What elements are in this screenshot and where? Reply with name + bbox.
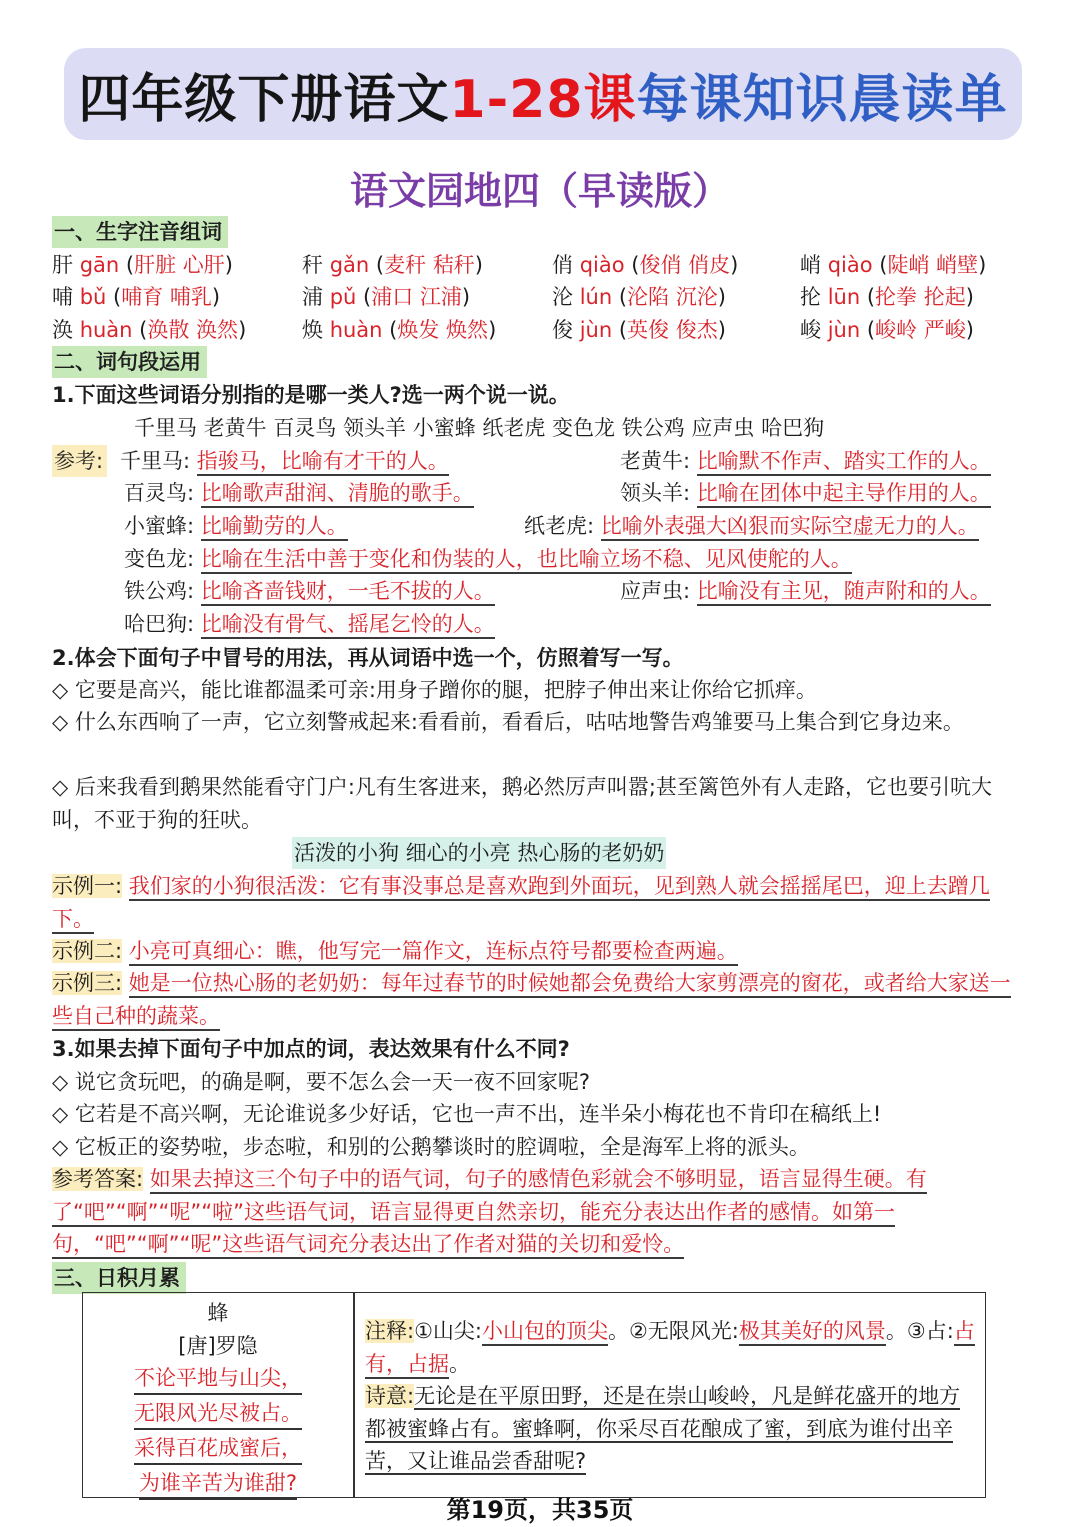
page-subtitle: 语文园地四（早读版） [349,169,730,213]
page-number: 第19页，共35页 [446,1496,634,1524]
pinyin-entry: 焕 huàn (焕发 焕然) [302,318,497,342]
word-list: 千里马 老黄牛 百灵鸟 领头羊 小蜜蜂 纸老虎 变色龙 铁公鸡 应声虫 哈巴狗 [134,416,825,440]
answer-lingtouyang: 领头羊: 比喻在团体中起主导作用的人。 [620,477,991,509]
poem-line: 不论平地与山尖， [134,1363,302,1395]
answer-bailingniao: 百灵鸟: 比喻歌声甜润、清脆的歌手。 [124,477,474,509]
poem-title: 蜂 [207,1301,229,1325]
reference-label: 参考: [52,445,107,477]
answer-xiaomifeng: 小蜜蜂: 比喻勤劳的人。 [124,510,348,542]
question-2: 2.体会下面句子中冒号的用法，再从词语中选一个，仿照着写一写。 [52,646,684,670]
question-3: 3.如果去掉下面句子中加点的词，表达效果有什么不同? [52,1037,570,1061]
pinyin-entry: 浦 pǔ (浦口 江浦) [302,285,471,309]
example-3: 示例三: 她是一位热心肠的老奶奶：每年过春节的时候她都会免费给大家剪漂亮的窗花，或者给大家送一些自己种的蔬菜。 [52,967,1030,1032]
q3-reference-answer: 参考答案: 如果去掉这三个句子中的语气词，句子的感情色彩就会不够明显，语言显得生硬。有了“吧”“啊”“呢”“啦”这些语气词，语言显得更自然亲切，能充分表达出作者的感情。如第一句，“吧”“啊”“呢”这些语气词充分表达出了作者对猫的关切和爱怜。 [52,1163,1030,1261]
q3-sentence-1: ◇ 说它贪玩吧，的确是啊，要不怎么会一天一夜不回家呢? [52,1070,590,1094]
poem-line: 采得百花成蜜后， [134,1433,302,1465]
pinyin-entry: 俏 qiào (俊俏 俏皮) [552,253,739,277]
section-heading-1: 一、生字注音组词 [52,216,228,248]
pinyin-entry: 俊 jùn (英俊 俊杰) [552,318,726,342]
pinyin-entry: 峭 qiào (陡峭 峭壁) [800,253,987,277]
answer-bianselong: 变色龙: 比喻在生活中善于变化和伪装的人，也比喻立场不稳、见风使舵的人。 [124,543,852,575]
section-heading-3: 三、日积月累 [52,1262,186,1294]
poem-meaning: 无论是在平原田野，还是在崇山峻岭，凡是鲜花盛开的地方都被蜜蜂占有。蜜蜂啊，你采尽百花酿成了蜜，到底为谁付出辛苦，又让谁品尝香甜呢? [365,1384,961,1473]
pinyin-entry: 哺 bǔ (哺育 哺乳) [52,285,221,309]
meaning-label: 诗意: [365,1384,415,1408]
answer-yingshengchong: 应声虫: 比喻没有主见，随声附和的人。 [620,575,991,607]
answer-habagou: 哈巴狗: 比喻没有骨气、摇尾乞怜的人。 [124,608,495,640]
title-part-3: 每课知识晨读单 [636,69,1008,130]
word-options: 活泼的小狗 细心的小亮 热心肠的老奶奶 [292,837,666,869]
poem-notes: 注释:①山尖:小山包的顶尖。②无限风光:极其美好的风景。③占:占有，占据。 诗意:无论是在平原田野，还是在崇山峻岭，凡是鲜花盛开的地方都被蜜蜂占有。蜜蜂啊，你采尽百花酿成了蜜，到底为谁付出辛苦，又让谁品尝香甜呢? [365,1319,975,1473]
title-part-2: 1-28课 [449,69,637,130]
notes-label: 注释: [365,1319,415,1343]
poem-author: [唐]罗隐 [178,1333,258,1358]
table-divider [353,1293,355,1497]
pinyin-entry: 涣 huàn (涣散 涣然) [52,318,247,342]
pinyin-entry: 秆 gǎn (麦秆 秸秆) [302,253,483,277]
answer-zhilaohu: 纸老虎: 比喻外表强大凶狠而实际空虚无力的人。 [524,510,979,542]
pinyin-entry: 肝 gān (肝脏 心肝) [52,253,233,277]
section-heading-2: 二、词句段运用 [52,346,207,378]
pinyin-entry: 抡 lūn (抡拳 抡起) [800,285,974,309]
title-part-1: 四年级下册语文 [78,69,450,130]
example-2: 示例二: 小亮可真细心：瞧，他写完一篇作文，连标点符号都要检查两遍。 [52,935,738,967]
pinyin-entry: 峻 jùn (峻岭 严峻) [800,318,974,342]
poem-line: 无限风光尽被占。 [134,1398,302,1430]
poem-block [83,1297,353,1502]
q2-sentence-3: ◇ 后来我看到鹅果然能看守门户:凡有生客进来，鹅必然厉声叫嚣;甚至篱笆外有人走路，它也要引吭大叫，不亚于狗的狂吠。 [52,775,992,832]
pinyin-entry: 沦 lún (沦陷 沉沦) [552,285,726,309]
q2-sentence-2: ◇ 什么东西响了一声，它立刻警戒起来:看看前，看看后，咕咕地警告鸡雏要马上集合到它身边来。 [52,710,964,734]
q3-sentence-2: ◇ 它若是不高兴啊，无论谁说多少好话，它也一声不出，连半朵小梅花也不肯印在稿纸上! [52,1102,882,1126]
answer-qianlima: 千里马: 指骏马，比喻有才干的人。 [120,445,449,477]
title-banner [64,48,1022,140]
example-1: 示例一: 我们家的小狗很活泼：它有事没事总是喜欢跑到外面玩，见到熟人就会摇摇尾巴，迎上去蹭几下。 [52,870,1030,935]
poem-table [82,1292,986,1498]
poem-line: 为谁辛苦为谁甜? [139,1468,297,1500]
answer-tiegongji: 铁公鸡: 比喻吝啬钱财，一毛不拔的人。 [124,575,495,607]
q2-sentence-1: ◇ 它要是高兴，能比谁都温柔可亲:用身子蹭你的腿，把脖子伸出来让你给它抓痒。 [52,678,817,702]
answer-laohuangniu: 老黄牛: 比喻默不作声、踏实工作的人。 [620,445,991,477]
q3-sentence-3: ◇ 它板正的姿势啦，步态啦，和别的公鹅攀谈时的腔调啦，全是海军上将的派头。 [52,1135,810,1159]
question-1: 1.下面这些词语分别指的是哪一类人?选一两个说一说。 [52,383,570,407]
